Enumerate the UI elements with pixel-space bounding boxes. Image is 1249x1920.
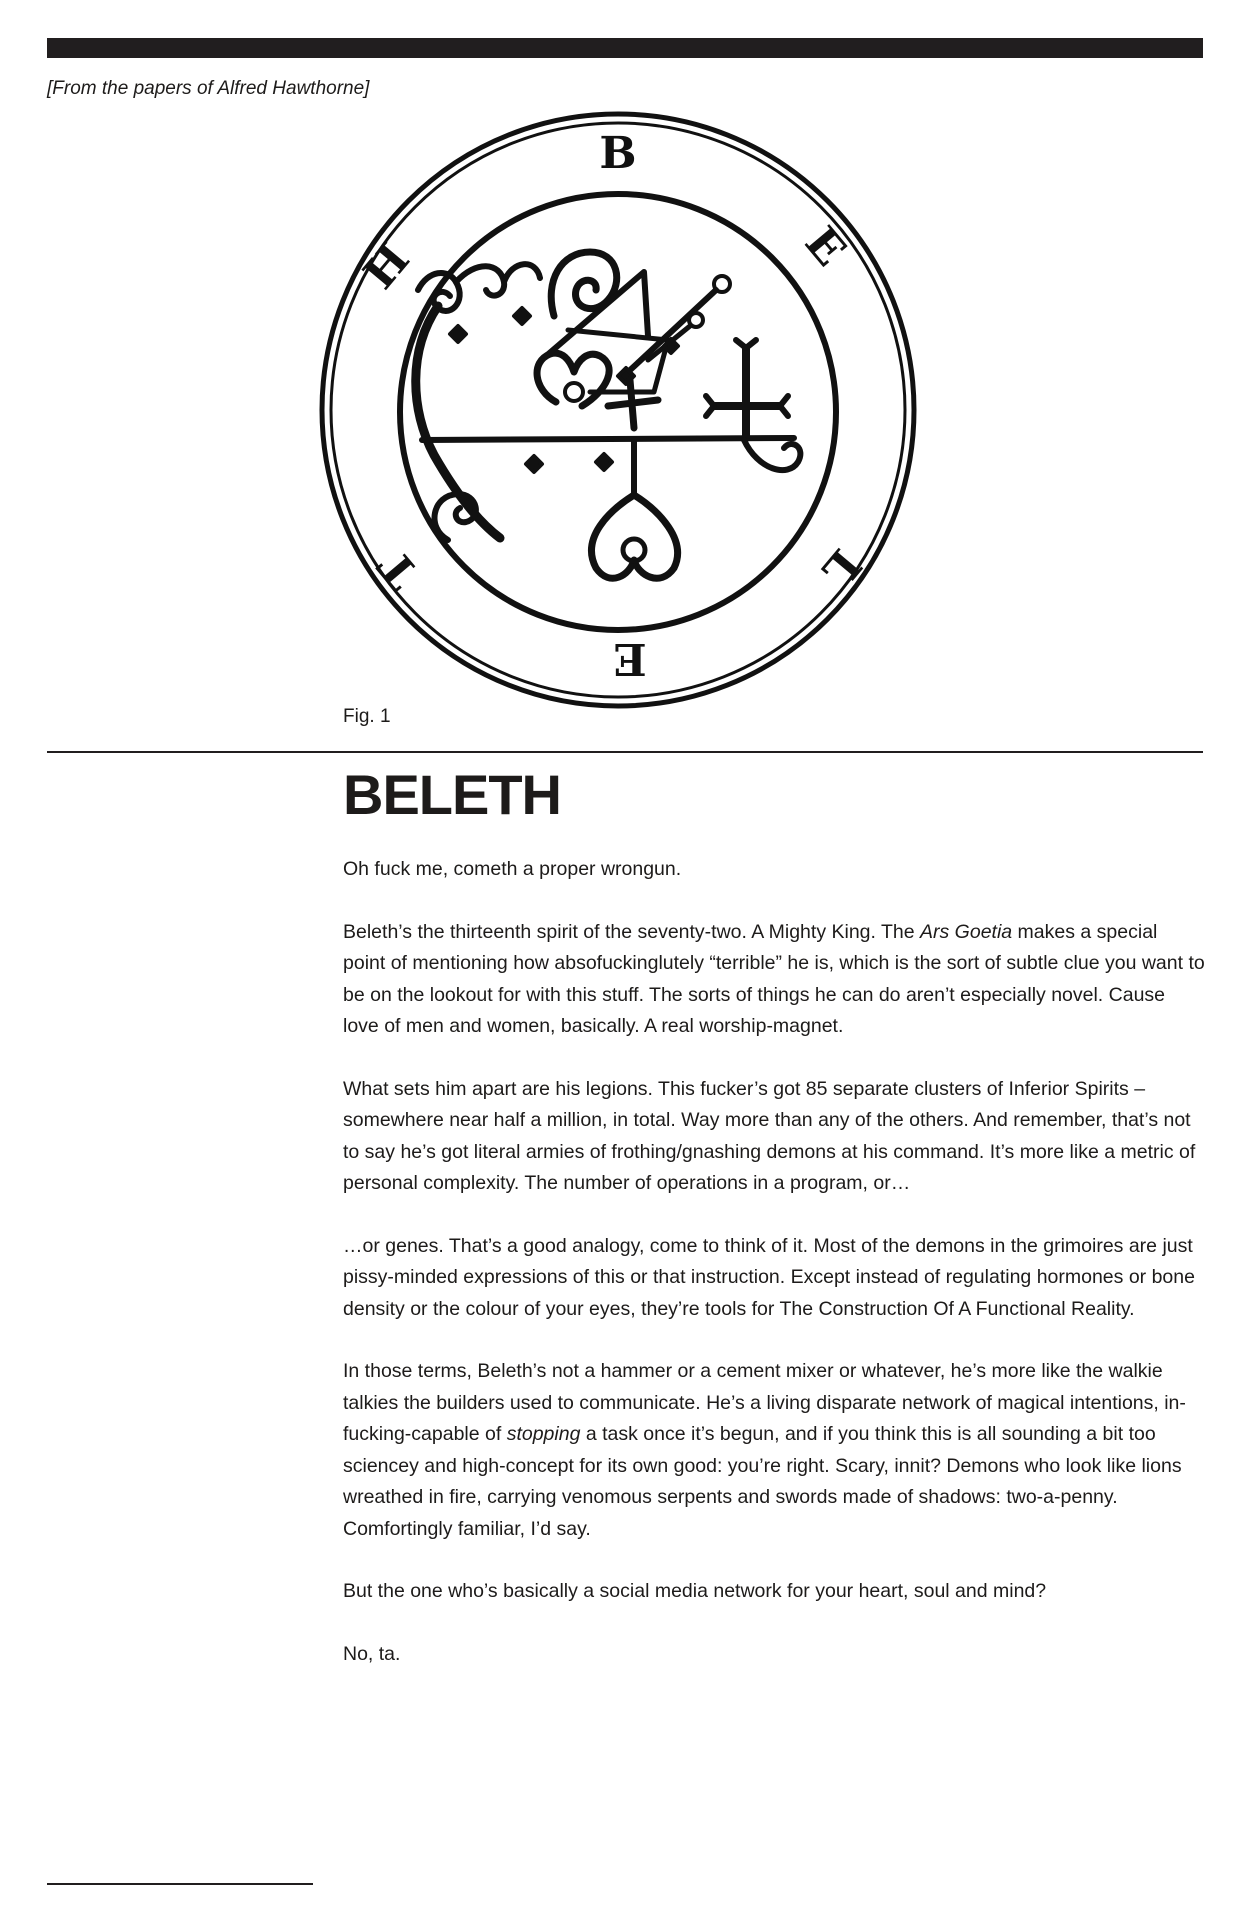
beleth-sigil-image: [318, 110, 918, 710]
paragraph-6: But the one who’s basically a social media network for your heart, soul and mind?: [343, 1580, 1047, 1602]
paragraph-3: What sets him apart are his legions. This fucker’s got 85 separate clusters of Inferior Spirits – somewhere near half a million, in total. Way more than any of the others. And remember, that’s not to say he’s got literal armies of frothing/gnashing demons at his command. It’s more like a metric of personal complexity. The number of operations in a program, or…: [343, 1077, 1196, 1194]
body-text: [343, 854, 1205, 1701]
ring-letter-l: L: [811, 539, 871, 596]
paragraph-7: No, ta.: [343, 1642, 401, 1665]
footnote-rule: [47, 1883, 313, 1885]
paragraph-2: Beleth’s the thirteenth spirit of the seventy-two. A Mighty King. The Ars Goetia makes a special point of mentioning how absofuckinglutely “terrible” he is, which is the sort of subtle clue you want to be on the lookout for with this stuff. The sorts of things he can do aren’t especially novel. Cause love of men and women, basically. A real worship-magnet.: [343, 920, 1205, 1037]
page-title: BELETH: [343, 763, 561, 826]
emphasis-stopping: stopping: [506, 1423, 581, 1445]
ring-letter-h: H: [353, 234, 420, 299]
ring-letter-b: B: [599, 128, 637, 179]
ring-letter-e-lower: E: [613, 633, 647, 684]
paragraph-1: Oh fuck me, cometh a proper wrongun.: [343, 858, 682, 880]
section-divider: [47, 751, 1203, 753]
source-note: [From the papers of Alfred Hawthorne]: [47, 78, 370, 99]
paragraph-4: …or genes. That’s a good analogy, come to think of it. Most of the demons in the grimoires are just pissy-minded expressions of this or that instruction. Except instead of regulating hormones or bone density or the colour of your eyes, they’re tools for The Construction Of A Functional Reality.: [343, 1234, 1195, 1320]
header-bar: [47, 38, 1203, 58]
ring-letter-t: T: [368, 540, 429, 599]
emphasis-ars-goetia: Ars Goetia: [920, 920, 1013, 943]
ring-letter-e-upper: E: [794, 217, 856, 276]
figure-caption: Fig. 1: [343, 706, 391, 727]
paragraph-5: In those terms, Beleth’s not a hammer or a cement mixer or whatever, he’s more like the walkie talkies the builders used to communicate. He’s a living disparate network of magical intentions, in-fucking-capable of stopping a task once it’s begun, and if you think this is all sounding a bit too sciencey and high-concept for its own good: you’re right. Scary, innit? Demons who look like lions wreathed in fire, carrying venomous serpents and swords made of shadows: two-a-penny. Comfortingly familiar, I’d say.: [343, 1360, 1186, 1540]
